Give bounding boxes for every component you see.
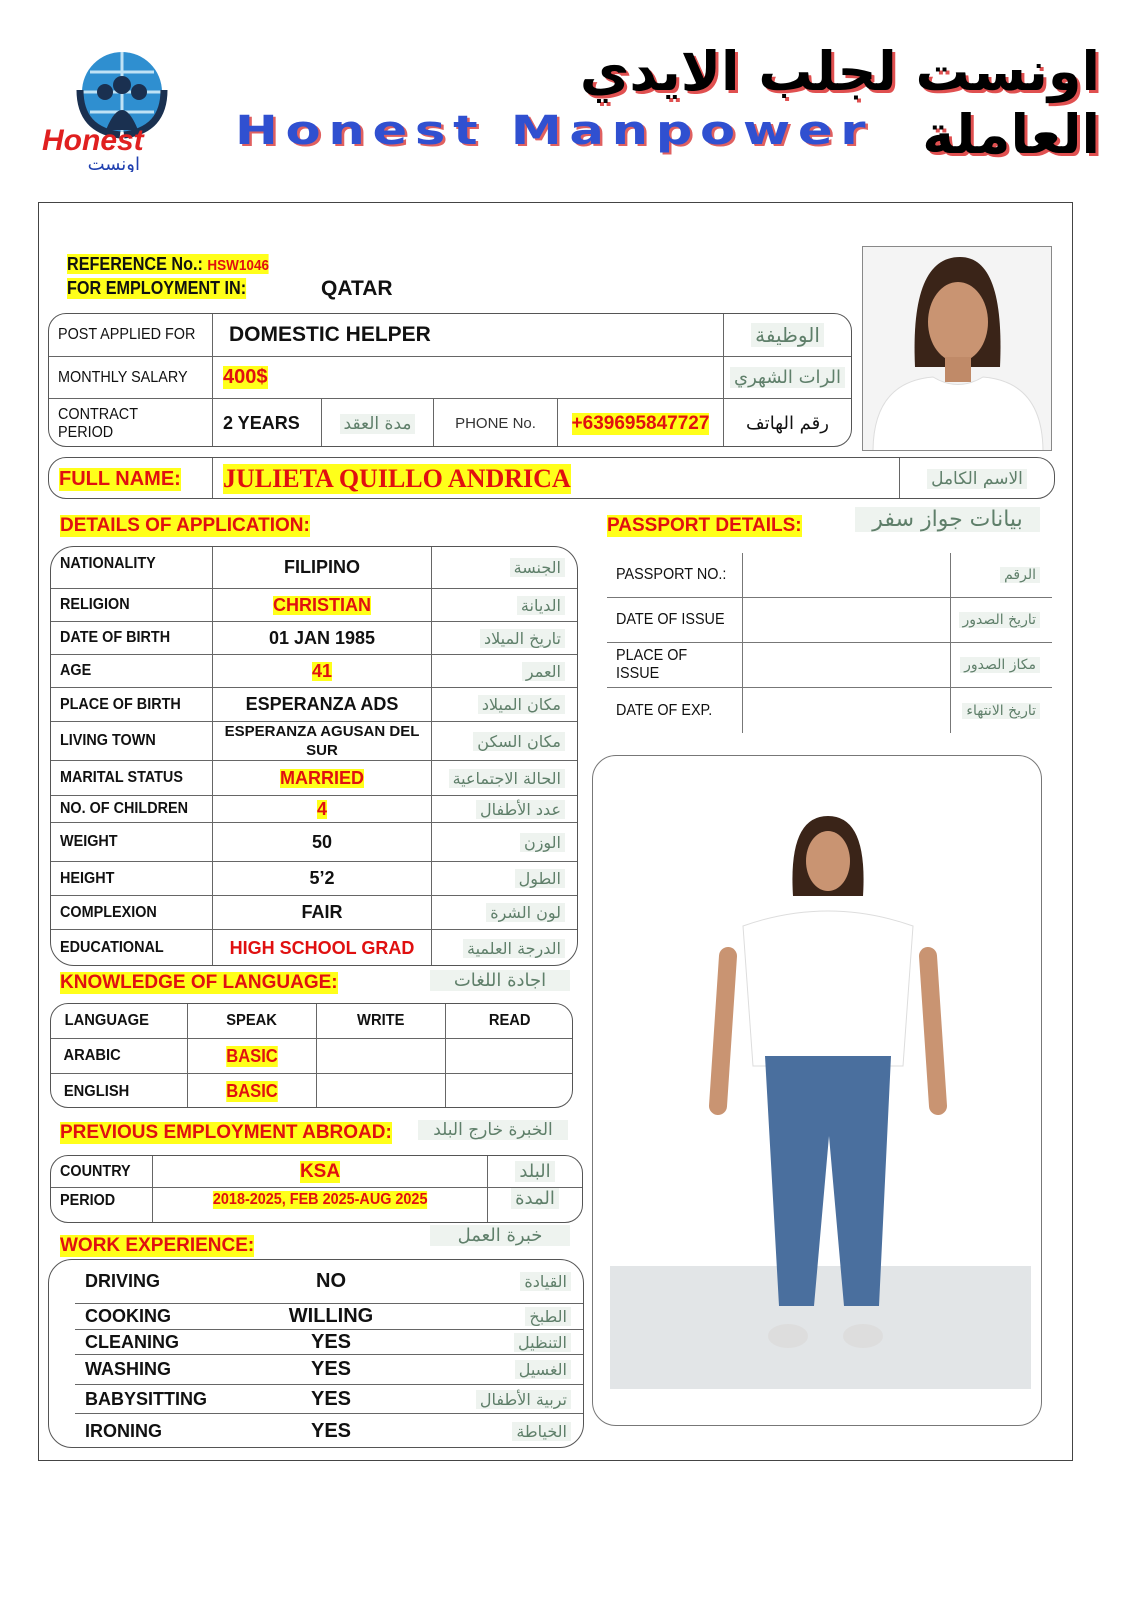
details-row	[51, 688, 577, 722]
salary-ar: الرات الشهري	[730, 367, 845, 388]
passport-label: DATE OF EXP.	[616, 701, 713, 719]
language-row	[51, 1039, 572, 1074]
passport-label: PASSPORT NO.:	[616, 566, 727, 583]
work-value: YES	[310, 1387, 352, 1410]
details-value: FILIPINO	[284, 557, 360, 577]
passport-table	[607, 553, 1052, 733]
contract-label: CONTRACT PERIOD	[58, 405, 138, 441]
work-row	[75, 1330, 583, 1355]
work-label: IRONING	[85, 1421, 163, 1441]
details-value: ESPERANZA ADS	[245, 694, 399, 714]
work-row	[75, 1414, 583, 1448]
details-value: CHRISTIAN	[273, 594, 371, 615]
passport-value	[742, 598, 950, 642]
details-value: 41	[311, 660, 333, 681]
details-label: EDUCATIONAL	[60, 939, 164, 956]
details-ar: العمر	[522, 662, 565, 681]
work-row	[75, 1355, 583, 1385]
passport-ar: تاريخ الصدور	[959, 612, 1040, 628]
work-value: WILLING	[288, 1305, 374, 1327]
svg-text:اونست: اونست	[87, 154, 140, 172]
passport-row	[607, 598, 1052, 643]
details-label: NATIONALITY	[60, 555, 156, 572]
period-value: 2018-2025, FEB 2025-AUG 2025	[212, 1191, 428, 1208]
details-row	[51, 796, 577, 823]
details-ar: الجنسة	[510, 558, 565, 577]
country-label: COUNTRY	[60, 1162, 131, 1180]
details-label: COMPLEXION	[60, 903, 157, 921]
details-label: LIVING TOWN	[60, 732, 156, 749]
post-value: DOMESTIC HELPER	[212, 314, 723, 356]
work-table	[48, 1259, 584, 1448]
work-ar: التنظيل	[514, 1333, 571, 1352]
details-label: AGE	[60, 662, 92, 679]
details-value: ESPERANZA AGUSAN DEL SUR	[224, 723, 420, 759]
passport-heading: PASSPORT DETAILS:	[607, 515, 802, 536]
language-header: SPEAK	[226, 1012, 278, 1029]
details-row	[51, 823, 577, 862]
language-heading-ar: اجادة اللغات	[430, 970, 570, 991]
details-value: 5’2	[309, 868, 335, 888]
passport-ar: الرقم	[1000, 567, 1040, 583]
details-row	[51, 930, 577, 966]
details-label: DATE OF BIRTH	[60, 629, 171, 646]
work-ar: القيادة	[520, 1272, 571, 1291]
period-ar: المدة	[511, 1188, 559, 1209]
phone-ar: رقم الهاتف	[723, 399, 851, 447]
language-cell: ENGLISH	[63, 1082, 130, 1100]
details-row	[51, 896, 577, 930]
work-label: BABYSITTING	[85, 1388, 208, 1409]
passport-value	[742, 643, 950, 687]
work-ar: الخياطة	[512, 1422, 571, 1441]
language-heading: KNOWLEDGE OF LANGUAGE:	[60, 972, 338, 993]
passport-row	[607, 553, 1052, 598]
details-label: NO. OF CHILDREN	[60, 800, 188, 817]
details-value: 50	[311, 831, 333, 852]
language-header: LANGUAGE	[64, 1012, 149, 1029]
passport-label: DATE OF ISSUE	[616, 611, 725, 628]
details-ar: الطول	[515, 869, 565, 888]
contract-ar: مدة العقد	[340, 414, 416, 434]
details-value: HIGH SCHOOL GRAD	[229, 937, 415, 958]
reference-label: REFERENCE No.:	[67, 254, 203, 274]
details-ar: الوزن	[520, 833, 565, 852]
work-label: DRIVING	[85, 1271, 161, 1291]
details-ar: الحالة الاجتماعية	[449, 769, 565, 788]
work-ar: الغسيل	[515, 1360, 571, 1379]
work-ar: تربية الأطفال	[476, 1390, 571, 1409]
work-row	[75, 1385, 583, 1414]
work-label: CLEANING	[85, 1331, 179, 1352]
details-table	[50, 546, 578, 966]
employment-country: QATAR	[321, 277, 393, 300]
passport-value	[742, 553, 950, 597]
language-cell: BASIC	[226, 1045, 278, 1066]
details-ar: مكان السكن	[473, 732, 565, 751]
title-english: Honest Manpower	[235, 108, 874, 154]
work-row	[75, 1260, 583, 1304]
details-value: 4	[316, 798, 327, 819]
language-table	[50, 1003, 573, 1108]
details-label: HEIGHT	[60, 869, 115, 887]
employment-label: FOR EMPLOYMENT IN:	[67, 278, 247, 298]
details-ar: الديانة	[517, 596, 565, 615]
passport-row	[607, 688, 1052, 733]
work-ar: الطبخ	[525, 1307, 571, 1326]
previous-heading: PREVIOUS EMPLOYMENT ABROAD:	[60, 1122, 392, 1143]
details-heading: DETAILS OF APPLICATION:	[60, 515, 310, 536]
details-row	[51, 547, 577, 589]
passport-value	[742, 688, 950, 733]
language-header: WRITE	[357, 1012, 405, 1029]
work-heading: WORK EXPERIENCE:	[60, 1235, 255, 1256]
details-row	[51, 722, 577, 761]
full-name-row	[48, 457, 1055, 499]
work-value: YES	[310, 1330, 352, 1353]
previous-table	[50, 1155, 583, 1223]
details-value: FAIR	[301, 902, 343, 922]
work-label: COOKING	[85, 1306, 172, 1326]
passport-ar: تاريخ الانتهاء	[962, 703, 1040, 719]
language-header: READ	[489, 1012, 531, 1029]
period-label: PERIOD	[60, 1192, 116, 1209]
details-value: MARRIED	[280, 767, 364, 788]
full-body-photo	[592, 755, 1042, 1426]
passport-ar: مكاز الصدور	[960, 657, 1040, 673]
details-value: 01 JAN 1985	[268, 627, 376, 648]
details-ar: الدرجة العلمية	[463, 939, 565, 958]
previous-heading-ar: الخبرة خارج البلد	[418, 1120, 568, 1140]
full-name-label: FULL NAME:	[59, 467, 181, 490]
details-row	[51, 761, 577, 796]
details-row	[51, 589, 577, 622]
svg-text:Honest: Honest	[42, 124, 144, 157]
passport-label: PLACE OF ISSUE	[616, 647, 688, 682]
language-header-row	[51, 1004, 572, 1039]
portrait-photo	[862, 246, 1052, 451]
details-row	[51, 655, 577, 688]
details-ar: لون الشرة	[486, 903, 565, 922]
work-label: WASHING	[85, 1359, 172, 1379]
details-ar: مكان الميلاد	[478, 695, 565, 714]
language-cell: ARABIC	[63, 1047, 121, 1064]
full-name-value: JULIETA QUILLO ANDRICA	[223, 464, 571, 493]
company-logo	[40, 50, 198, 172]
country-ar: البلد	[515, 1161, 554, 1182]
country-value: KSA	[299, 1160, 341, 1182]
work-row	[75, 1304, 583, 1330]
details-ar: تاريخ الميلاد	[480, 629, 565, 648]
work-value: YES	[310, 1358, 352, 1380]
details-label: MARITAL STATUS	[60, 769, 183, 786]
reference-line	[67, 254, 269, 275]
details-label: RELIGION	[60, 596, 130, 613]
details-ar: عدد الأطفال	[476, 800, 565, 819]
language-row	[51, 1074, 572, 1108]
phone-value: +639695847727	[571, 412, 710, 434]
details-label: PLACE OF BIRTH	[60, 695, 181, 713]
details-row	[51, 862, 577, 896]
post-ar: الوظيفة	[751, 323, 824, 347]
contract-value: 2 YEARS	[212, 399, 321, 447]
details-row	[51, 622, 577, 655]
work-value: YES	[310, 1420, 352, 1442]
title-arabic: اونست لجلب الايدي العاملة	[579, 40, 1100, 166]
language-cell: BASIC	[226, 1081, 278, 1101]
post-label: POST APPLIED FOR	[58, 326, 196, 343]
job-table	[48, 313, 852, 447]
phone-label: PHONE No.	[433, 399, 557, 447]
salary-label: MONTHLY SALARY	[58, 368, 188, 386]
passport-row	[607, 643, 1052, 688]
details-label: WEIGHT	[60, 833, 118, 850]
salary-value: 400$	[223, 366, 268, 388]
passport-heading-ar: بيانات جواز سفر	[855, 507, 1040, 532]
reference-value: HSW1046	[207, 257, 269, 274]
work-value: NO	[316, 1270, 346, 1292]
work-heading-ar: خبرة العمل	[430, 1225, 570, 1246]
full-name-ar: الاسم الكامل	[927, 469, 1027, 489]
